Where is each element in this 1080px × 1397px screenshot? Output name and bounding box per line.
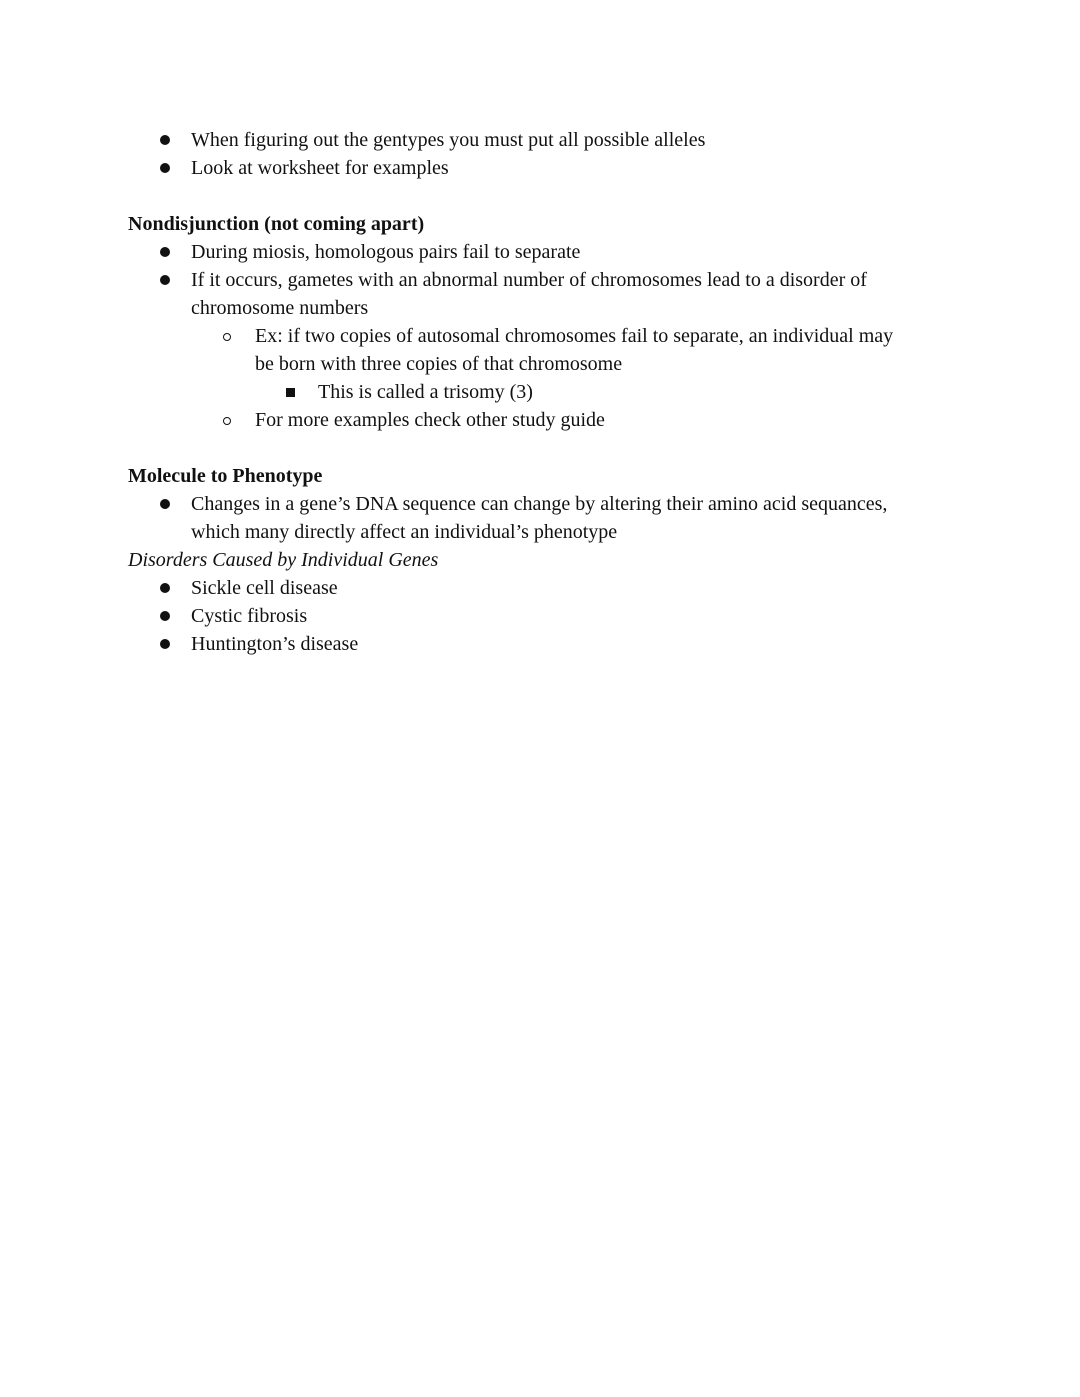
sub-list-item-text: For more examples check other study guide <box>255 409 605 431</box>
section-heading-nondisjunction: Nondisjunction (not coming apart) <box>128 213 425 235</box>
hollow-bullet-icon <box>223 417 231 425</box>
bullet-icon <box>160 275 170 285</box>
list-item-text: If it occurs, gametes with an abnormal number of chromosomes lead to a disorder of <box>191 269 867 291</box>
bullet-icon <box>160 163 170 173</box>
bullet-icon <box>160 247 170 257</box>
list-item-text: When figuring out the gentypes you must put all possible alleles <box>191 129 706 151</box>
list-item-text: which many directly affect an individual’s phenotype <box>191 521 618 543</box>
list-item-text: During miosis, homologous pairs fail to separate <box>191 241 581 263</box>
sub-list-item-text: be born with three copies of that chromosome <box>255 353 623 375</box>
square-bullet-icon <box>286 388 295 397</box>
list-item-text: Cystic fibrosis <box>191 605 308 627</box>
sub-list-item-text: Ex: if two copies of autosomal chromosomes fail to separate, an individual may <box>255 325 894 347</box>
bullet-icon <box>160 611 170 621</box>
list-item-text: Changes in a gene’s DNA sequence can change by altering their amino acid sequances, <box>191 493 888 515</box>
sub-sub-list-item-text: This is called a trisomy (3) <box>318 381 533 403</box>
section-heading-molecule: Molecule to Phenotype <box>128 465 323 487</box>
list-item-text: Sickle cell disease <box>191 577 338 599</box>
bullet-icon <box>160 583 170 593</box>
list-item-text: Huntington’s disease <box>191 633 359 655</box>
bullet-icon <box>160 639 170 649</box>
bullet-icon <box>160 499 170 509</box>
section-subheading-disorders: Disorders Caused by Individual Genes <box>128 549 439 571</box>
bullet-icon <box>160 135 170 145</box>
hollow-bullet-icon <box>223 333 231 341</box>
list-item-text: chromosome numbers <box>191 297 369 319</box>
list-item-text: Look at worksheet for examples <box>191 157 449 179</box>
